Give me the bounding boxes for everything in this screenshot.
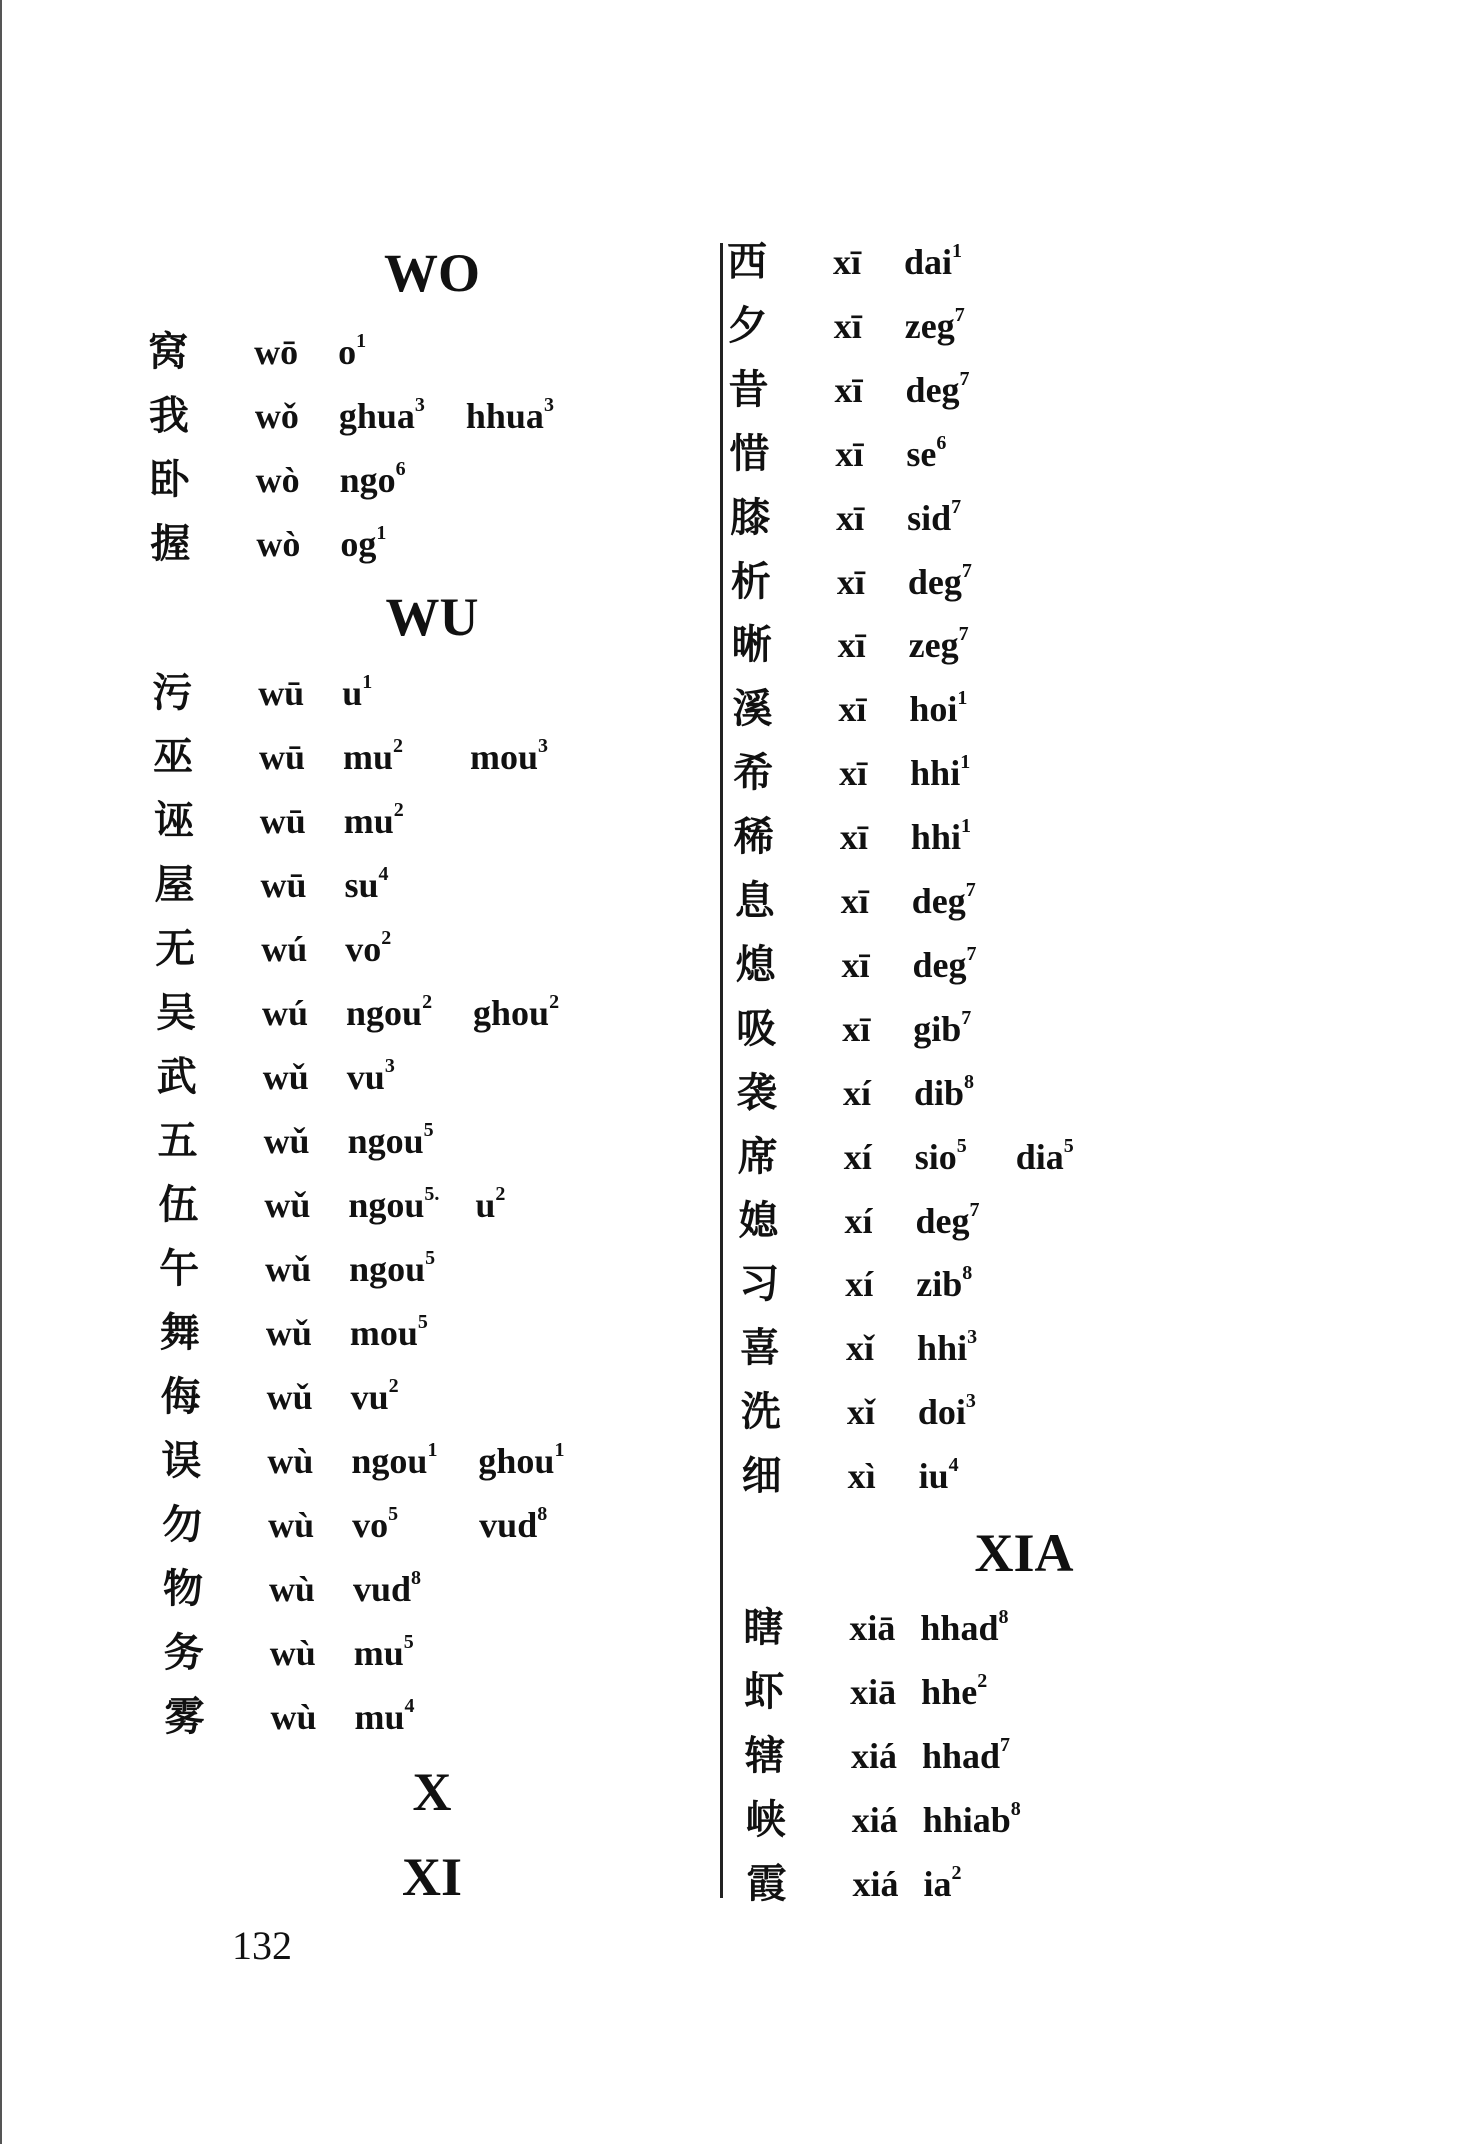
hanzi: 西 xyxy=(727,239,768,284)
reading-text: o xyxy=(338,332,357,372)
pinyin: wū xyxy=(259,801,306,841)
reading-text: mu xyxy=(342,737,393,777)
pinyin: wǔ xyxy=(263,1121,310,1161)
reading-text: mou xyxy=(469,737,538,777)
tone-number: 2 xyxy=(392,735,403,757)
hanzi: 窝 xyxy=(148,329,189,374)
pinyin: xī xyxy=(838,689,867,730)
hanzi: 舞 xyxy=(159,1310,200,1355)
reading-text: sid xyxy=(907,497,952,538)
pinyin: xiá xyxy=(851,1799,898,1840)
hanzi: 洗 xyxy=(740,1389,781,1435)
hanzi: 霞 xyxy=(746,1860,787,1906)
reading-text: hhiab xyxy=(922,1799,1011,1840)
page-edge xyxy=(0,0,2,2144)
reading-text: zeg xyxy=(904,305,955,346)
tone-number: 1 xyxy=(960,815,971,838)
pinyin: wù xyxy=(268,1569,315,1609)
dialect-reading xyxy=(909,679,967,739)
hanzi: 误 xyxy=(161,1438,202,1483)
pinyin: xī xyxy=(835,433,864,474)
dialect-reading xyxy=(342,663,372,723)
dialect-reading xyxy=(340,450,406,510)
reading-text: ngou xyxy=(346,993,423,1033)
hanzi: 物 xyxy=(162,1566,203,1611)
tone-number: 7 xyxy=(969,1198,980,1221)
tone-number: 4 xyxy=(948,1454,959,1477)
dialect-reading xyxy=(354,1623,414,1683)
reading-text: hhi xyxy=(910,817,961,858)
pinyin: xiá xyxy=(850,1735,897,1776)
pinyin: wǔ xyxy=(264,1185,311,1225)
pinyin: xǐ xyxy=(846,1328,875,1369)
pinyin: wú xyxy=(262,993,309,1033)
reading-text: ghou xyxy=(473,993,550,1033)
hanzi: 务 xyxy=(163,1630,204,1675)
tone-number: 3 xyxy=(414,394,425,416)
tone-number: 1 xyxy=(554,1439,565,1461)
dialect-reading xyxy=(475,1175,505,1235)
tone-number: 3 xyxy=(543,394,554,416)
pinyin: xǐ xyxy=(846,1392,875,1433)
tone-number: 2 xyxy=(388,1375,399,1397)
reading-text: ngou xyxy=(347,1121,424,1161)
pinyin: wù xyxy=(270,1697,317,1737)
tone-number: 7 xyxy=(961,1006,972,1029)
hanzi: 息 xyxy=(734,878,775,923)
hanzi: 峡 xyxy=(745,1796,786,1842)
pinyin: wū xyxy=(258,673,305,713)
reading-text: og xyxy=(340,524,377,564)
pinyin: wǒ xyxy=(254,396,299,436)
pinyin: wò xyxy=(255,460,300,500)
dialect-reading xyxy=(1016,1127,1074,1187)
dialect-reading xyxy=(345,855,389,915)
section-header: XIA xyxy=(974,1523,1074,1583)
dialect-reading xyxy=(923,1854,961,1914)
tone-number: 5. xyxy=(424,1183,440,1205)
dialect-reading xyxy=(904,232,962,292)
tone-number: 8 xyxy=(998,1606,1009,1628)
reading-text: dia xyxy=(1015,1136,1064,1177)
pinyin: xī xyxy=(833,242,862,282)
dialect-reading xyxy=(916,1191,980,1251)
tone-number: 8 xyxy=(964,1070,975,1093)
tone-number: 3 xyxy=(384,1055,395,1077)
hanzi: 侮 xyxy=(160,1374,201,1419)
reading-text: doi xyxy=(917,1392,966,1433)
hanzi: 稀 xyxy=(733,814,774,860)
pinyin: wù xyxy=(268,1505,315,1545)
reading-text: iu xyxy=(918,1456,949,1497)
tone-number: 3 xyxy=(537,735,548,757)
column-divider xyxy=(720,243,723,1898)
reading-text: su xyxy=(344,865,379,905)
hanzi: 诬 xyxy=(153,798,194,843)
pinyin: xiā xyxy=(849,1608,896,1648)
hanzi: 细 xyxy=(741,1453,782,1499)
reading-text: hhi xyxy=(910,753,961,794)
tone-number: 1 xyxy=(957,687,968,710)
tone-number: 1 xyxy=(427,1439,438,1461)
dialect-reading xyxy=(466,386,554,446)
pinyin: wò xyxy=(256,524,301,564)
tone-number: 5 xyxy=(956,1134,967,1157)
hanzi: 勿 xyxy=(162,1502,203,1547)
hanzi: 武 xyxy=(156,1054,197,1099)
hanzi: 熄 xyxy=(735,941,776,987)
hanzi: 膝 xyxy=(730,494,771,540)
hanzi: 辖 xyxy=(744,1732,785,1778)
pinyin: xī xyxy=(840,881,869,921)
section-header: XI xyxy=(401,1847,463,1907)
tone-number: 4 xyxy=(378,863,389,885)
reading-text: ghua xyxy=(338,396,415,436)
tone-number: 5 xyxy=(1063,1134,1074,1157)
tone-number: 1 xyxy=(952,240,963,262)
tone-number: 1 xyxy=(960,751,971,774)
reading-text: zib xyxy=(916,1264,963,1305)
dialect-reading xyxy=(473,983,559,1043)
dialect-reading xyxy=(922,1726,1010,1786)
pinyin: xī xyxy=(836,497,865,538)
reading-text: sio xyxy=(914,1136,957,1177)
tone-number: 6 xyxy=(395,458,406,480)
reading-text: vud xyxy=(479,1505,538,1545)
dialect-reading xyxy=(916,1254,972,1314)
tone-number: 2 xyxy=(422,991,433,1013)
hanzi: 吸 xyxy=(736,1005,777,1051)
reading-text: hhe xyxy=(921,1671,978,1712)
reading-text: vo xyxy=(345,929,382,969)
hanzi: 卧 xyxy=(149,457,190,502)
dialect-reading xyxy=(921,1662,987,1722)
dialect-reading xyxy=(906,424,946,484)
dialect-reading xyxy=(913,999,971,1059)
dialect-reading xyxy=(340,514,386,574)
reading-text: ngou xyxy=(351,1441,428,1481)
tone-number: 7 xyxy=(961,559,972,582)
dialect-reading xyxy=(351,1367,399,1427)
hanzi: 屋 xyxy=(154,862,195,907)
hanzi: 晰 xyxy=(731,622,772,668)
hanzi: 溪 xyxy=(732,686,773,732)
tone-number: 8 xyxy=(1010,1797,1021,1820)
pinyin: wú xyxy=(261,929,308,969)
reading-text: mu xyxy=(354,1697,405,1737)
pinyin: xī xyxy=(842,1008,871,1049)
pinyin: wǔ xyxy=(262,1057,309,1097)
pinyin: xī xyxy=(839,817,868,858)
pinyin: xiá xyxy=(852,1863,899,1904)
pinyin: xí xyxy=(844,1200,873,1241)
hanzi: 吴 xyxy=(156,990,197,1035)
pinyin: wū xyxy=(260,865,307,905)
dialect-reading xyxy=(911,807,971,867)
dialect-reading xyxy=(338,322,366,382)
tone-number: 5 xyxy=(388,1503,399,1525)
hanzi: 五 xyxy=(157,1118,198,1163)
dialect-reading xyxy=(906,360,970,420)
dialect-reading xyxy=(907,488,961,548)
tone-number: 4 xyxy=(404,1695,415,1717)
hanzi: 析 xyxy=(730,558,771,604)
tone-number: 7 xyxy=(965,879,976,901)
reading-text: hhua xyxy=(465,396,544,436)
dialect-reading xyxy=(354,1687,414,1747)
dialect-reading xyxy=(915,1127,967,1187)
tone-number: 7 xyxy=(966,942,977,965)
dialect-reading xyxy=(917,1318,977,1378)
pinyin: xī xyxy=(839,753,868,794)
tone-number: 2 xyxy=(549,991,560,1013)
tone-number: 2 xyxy=(495,1183,506,1205)
tone-number: 8 xyxy=(962,1262,973,1285)
section-header: X xyxy=(412,1762,452,1822)
reading-text: hhi xyxy=(917,1328,968,1369)
reading-text: mou xyxy=(349,1313,418,1353)
dialect-reading xyxy=(470,727,548,787)
hanzi: 污 xyxy=(152,670,193,715)
tone-number: 8 xyxy=(410,1567,421,1589)
reading-text: hoi xyxy=(909,689,958,730)
dialect-reading xyxy=(346,983,432,1043)
tone-number: 7 xyxy=(958,623,969,646)
hanzi: 无 xyxy=(155,926,196,971)
hanzi: 虾 xyxy=(744,1668,785,1714)
dialect-reading xyxy=(343,727,403,787)
reading-text: vo xyxy=(352,1505,389,1545)
tone-number: 5 xyxy=(403,1631,414,1653)
reading-text: u xyxy=(475,1185,496,1225)
dialect-reading xyxy=(352,1495,398,1555)
page-number: 132 xyxy=(232,1923,292,1968)
pinyin: xì xyxy=(847,1456,876,1497)
pinyin: wō xyxy=(254,332,299,372)
pinyin: wù xyxy=(269,1633,316,1673)
hanzi: 雾 xyxy=(164,1694,205,1739)
dialect-reading xyxy=(350,1303,428,1363)
pinyin: xī xyxy=(837,625,866,666)
hanzi: 喜 xyxy=(740,1325,781,1371)
pinyin: xī xyxy=(834,369,863,410)
dialect-reading xyxy=(919,1446,959,1506)
reading-text: se xyxy=(906,433,937,474)
reading-text: deg xyxy=(912,944,967,985)
pinyin: xī xyxy=(841,944,870,985)
reading-text: ghou xyxy=(478,1441,555,1481)
hanzi: 伍 xyxy=(158,1182,199,1227)
pinyin: xī xyxy=(836,561,865,602)
reading-text: zeg xyxy=(908,625,959,666)
tone-number: 5 xyxy=(417,1311,428,1333)
pinyin: xī xyxy=(833,305,862,346)
reading-text: ngou xyxy=(348,1185,425,1225)
pinyin: wǔ xyxy=(265,1249,312,1289)
hanzi: 习 xyxy=(739,1261,780,1307)
reading-text: deg xyxy=(911,881,966,921)
tone-number: 3 xyxy=(967,1326,978,1349)
reading-text: dai xyxy=(904,242,953,282)
dialect-reading xyxy=(908,552,972,612)
dialect-reading xyxy=(347,1047,395,1107)
dialect-reading xyxy=(918,1382,976,1442)
reading-text: hhad xyxy=(921,1735,1001,1776)
dialect-reading xyxy=(345,919,391,979)
hanzi: 巫 xyxy=(152,734,193,779)
reading-text: u xyxy=(342,673,363,713)
section-header: WU xyxy=(385,587,479,647)
reading-text: ngou xyxy=(349,1249,426,1289)
hanzi: 夕 xyxy=(727,302,768,348)
tone-number: 5 xyxy=(425,1247,436,1269)
reading-text: ngo xyxy=(339,460,396,500)
tone-number: 7 xyxy=(951,495,962,518)
hanzi: 瞎 xyxy=(743,1605,784,1650)
hanzi: 媳 xyxy=(738,1197,779,1243)
pinyin: xiā xyxy=(850,1671,897,1712)
hanzi: 我 xyxy=(148,393,189,438)
hanzi: 午 xyxy=(159,1246,200,1291)
tone-number: 2 xyxy=(393,799,404,821)
reading-text: vu xyxy=(346,1057,385,1097)
reading-text: vu xyxy=(350,1377,389,1417)
tone-number: 2 xyxy=(381,927,392,949)
tone-number: 1 xyxy=(362,671,373,693)
section-header: WO xyxy=(383,243,481,303)
tone-number: 2 xyxy=(977,1669,988,1692)
dialect-reading xyxy=(905,296,965,356)
pinyin: wù xyxy=(267,1441,314,1481)
pinyin: wū xyxy=(258,737,305,777)
tone-number: 8 xyxy=(537,1503,548,1525)
dialect-reading xyxy=(339,386,425,446)
tone-number: 6 xyxy=(936,431,947,454)
tone-number: 7 xyxy=(1000,1733,1011,1756)
dialect-reading xyxy=(348,1175,439,1235)
dialect-reading xyxy=(920,1598,1008,1658)
reading-text: deg xyxy=(915,1200,970,1241)
tone-number: 3 xyxy=(965,1390,976,1413)
reading-text: dib xyxy=(913,1072,965,1113)
tone-number: 7 xyxy=(959,367,970,390)
reading-text: mu xyxy=(343,801,394,841)
pinyin: wǔ xyxy=(265,1313,312,1353)
pinyin: xí xyxy=(842,1072,871,1113)
dialect-reading xyxy=(348,1111,434,1171)
pinyin: wǔ xyxy=(266,1377,313,1417)
dialect-reading xyxy=(914,1063,974,1123)
pinyin: xí xyxy=(843,1136,872,1177)
dialect-reading xyxy=(909,615,969,675)
tone-number: 5 xyxy=(423,1119,434,1141)
dialect-reading xyxy=(479,1495,547,1555)
pinyin: xí xyxy=(845,1264,874,1305)
reading-text: mu xyxy=(353,1633,404,1673)
dialect-reading xyxy=(923,1790,1021,1850)
dialect-reading xyxy=(912,935,976,995)
dialect-reading xyxy=(351,1431,437,1491)
dialect-reading xyxy=(478,1431,564,1491)
hanzi: 袭 xyxy=(736,1069,777,1115)
reading-text: vud xyxy=(352,1569,411,1609)
tone-number: 7 xyxy=(954,303,965,326)
hanzi: 席 xyxy=(737,1133,778,1179)
dialect-reading xyxy=(910,743,970,803)
tone-number: 2 xyxy=(951,1861,962,1884)
dialect-reading xyxy=(353,1559,421,1619)
dialect-reading xyxy=(344,791,404,851)
hanzi: 昔 xyxy=(728,366,769,412)
tone-number: 1 xyxy=(376,522,387,544)
reading-text: deg xyxy=(907,561,962,602)
dialect-reading xyxy=(912,871,976,931)
tone-number: 1 xyxy=(356,330,367,352)
reading-text: hhad xyxy=(920,1608,999,1648)
reading-text: deg xyxy=(905,369,960,410)
reading-text: ia xyxy=(923,1863,952,1904)
hanzi: 希 xyxy=(733,750,774,796)
hanzi: 惜 xyxy=(729,430,770,476)
reading-text: gib xyxy=(913,1008,962,1049)
dialect-reading xyxy=(349,1239,435,1299)
hanzi: 握 xyxy=(150,521,191,566)
